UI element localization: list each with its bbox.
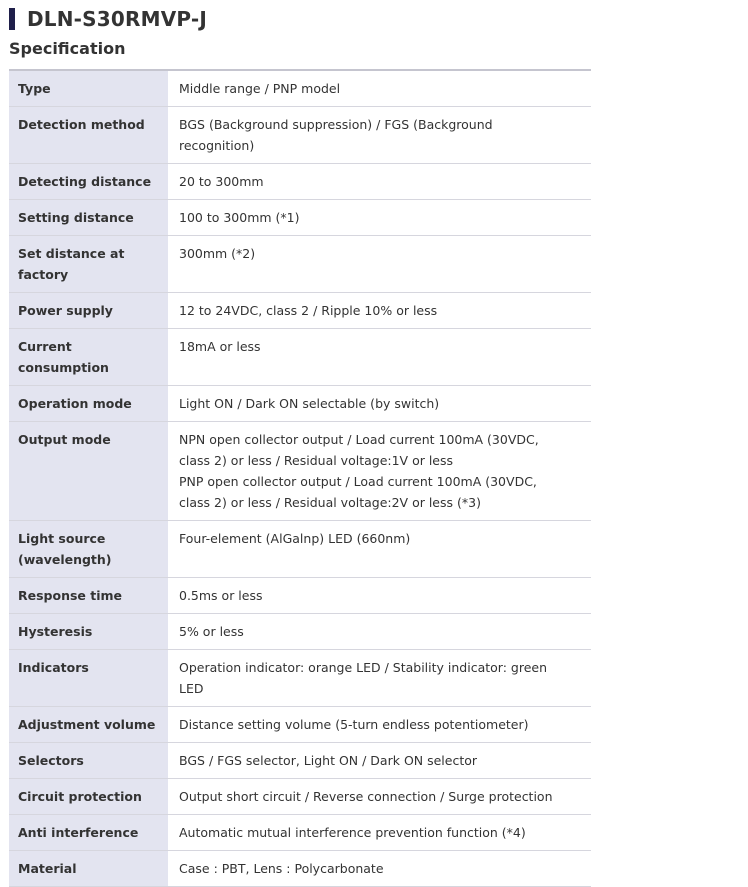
row-label: Hysteresis: [9, 614, 169, 650]
table-row: [9, 329, 591, 386]
row-label: Detecting distance: [9, 164, 169, 200]
table-row: [9, 614, 591, 650]
output-mode-npn: NPN open collector output / Load current 100mA (30VDC, class 2) or less / Residual voltage:1V or less: [179, 432, 539, 468]
row-value: Four-element (AlGalnp) LED (660nm): [169, 521, 592, 578]
table-row: [9, 650, 591, 707]
row-label: Material: [9, 851, 169, 887]
product-title: DLN-S30RMVP-J: [27, 7, 208, 31]
row-label: Setting distance: [9, 200, 169, 236]
table-row: [9, 164, 591, 200]
table-row: [9, 107, 591, 164]
row-label: Set distance at factory: [9, 236, 169, 293]
table-row: [9, 707, 591, 743]
row-value: BGS / FGS selector, Light ON / Dark ON selector: [169, 743, 592, 779]
row-label: Anti interference: [9, 815, 169, 851]
output-mode-pnp: PNP open collector output / Load current 100mA (30VDC, class 2) or less / Residual voltage:2V or less (*3): [179, 474, 537, 510]
row-label: Indicators: [9, 650, 169, 707]
table-row: [9, 293, 591, 329]
row-label: Current consumption: [9, 329, 169, 386]
row-label: Adjustment volume: [9, 707, 169, 743]
row-label: Response time: [9, 578, 169, 614]
table-row: [9, 578, 591, 614]
row-value: Automatic mutual interference prevention function (*4): [169, 815, 592, 851]
row-value: 18mA or less: [169, 329, 592, 386]
table-row: [9, 386, 591, 422]
row-label: Operation mode: [9, 386, 169, 422]
table-row: [9, 70, 591, 107]
title-accent-bar: [9, 8, 15, 30]
row-value: 100 to 300mm (*1): [169, 200, 592, 236]
row-value: 12 to 24VDC, class 2 / Ripple 10% or less: [169, 293, 592, 329]
row-label: Type: [9, 70, 169, 107]
row-value: 0.5ms or less: [169, 578, 592, 614]
table-row: [9, 851, 591, 887]
row-label: Detection method: [9, 107, 169, 164]
row-value: Output short circuit / Reverse connection / Surge protection: [169, 779, 592, 815]
row-value: BGS (Background suppression) / FGS (Background recognition): [169, 107, 592, 164]
row-value: [169, 422, 592, 521]
row-label: Selectors: [9, 743, 169, 779]
specification-table: [9, 69, 591, 887]
row-value: Middle range / PNP model: [169, 70, 592, 107]
row-label: Light source (wavelength): [9, 521, 169, 578]
row-label: Circuit protection: [9, 779, 169, 815]
table-row: [9, 200, 591, 236]
table-row: [9, 743, 591, 779]
row-value: 5% or less: [169, 614, 592, 650]
row-value: 20 to 300mm: [169, 164, 592, 200]
table-row: [9, 422, 591, 521]
row-label: Output mode: [9, 422, 169, 521]
table-row: [9, 779, 591, 815]
row-value: 300mm (*2): [169, 236, 592, 293]
row-value: Distance setting volume (5-turn endless potentiometer): [169, 707, 592, 743]
table-row: [9, 236, 591, 293]
row-value: Light ON / Dark ON selectable (by switch): [169, 386, 592, 422]
row-value: Operation indicator: orange LED / Stability indicator: green LED: [169, 650, 592, 707]
section-title: Specification: [9, 39, 126, 58]
product-header: [9, 6, 207, 32]
row-label: Power supply: [9, 293, 169, 329]
table-row: [9, 521, 591, 578]
row-value: Case : PBT, Lens : Polycarbonate: [169, 851, 592, 887]
